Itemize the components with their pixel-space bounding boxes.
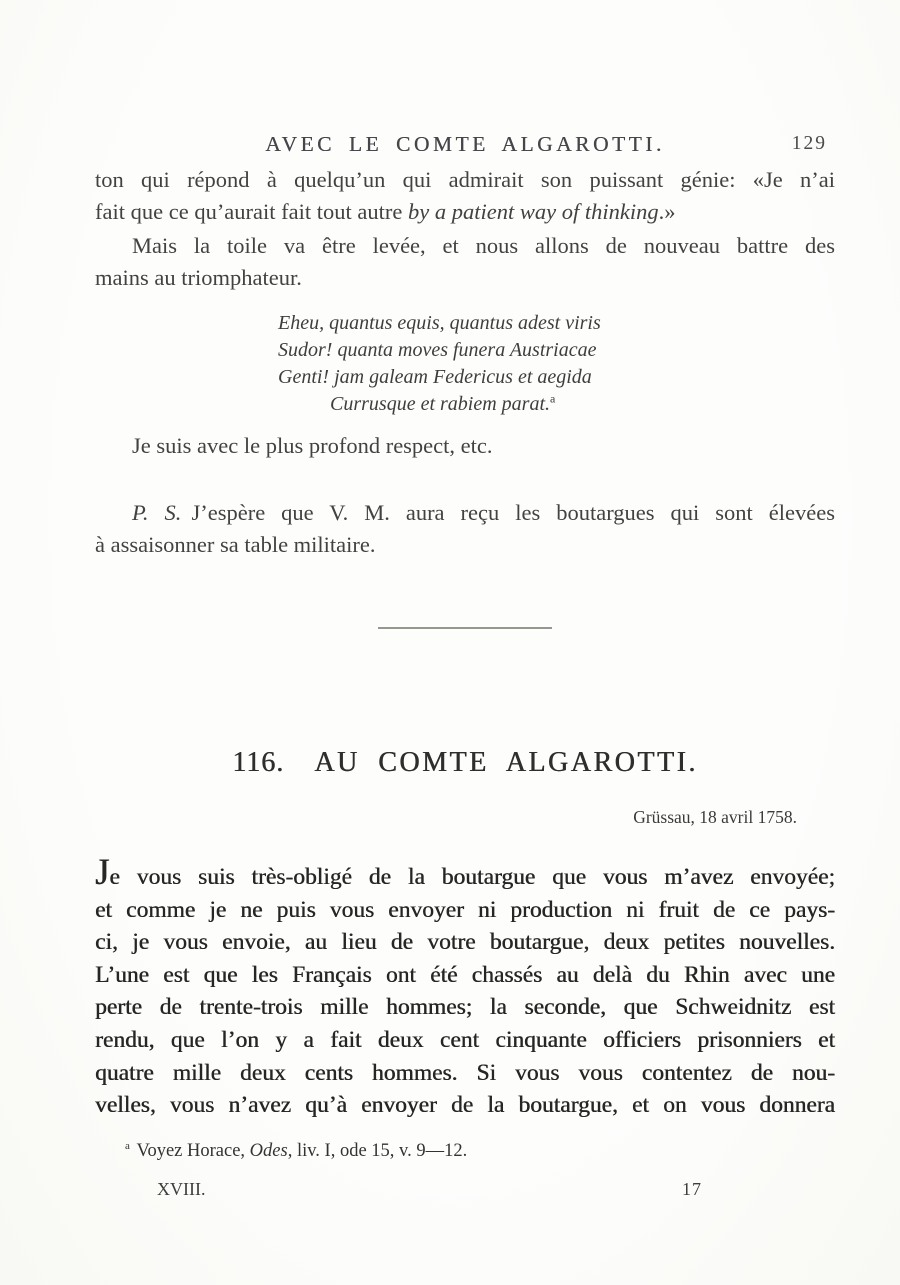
text-line: et comme je ne puis vous envoyer ni production ni fruit de ce pays- bbox=[95, 896, 835, 923]
text-line: velles, vous n’avez qu’à envoyer de la boutargue, et on vous donnera bbox=[95, 1092, 835, 1119]
text-segment: .» bbox=[658, 199, 676, 224]
section-divider bbox=[378, 627, 552, 629]
text-line: perte de trente-trois mille hommes; la seconde, que Schweidnitz est bbox=[95, 994, 835, 1021]
text-line: rendu, que l’on y a fait deux cent cinquante officiers prisonniers et bbox=[95, 1026, 835, 1053]
postscript-label: P. S. bbox=[132, 500, 182, 525]
verse-line: Genti! jam galeam Federicus et aegida bbox=[278, 366, 592, 388]
text-line: mains au triomphateur. bbox=[95, 265, 302, 290]
verse-line bbox=[330, 391, 698, 418]
letter-number: 116. bbox=[232, 747, 285, 778]
footnote-work-title: Odes bbox=[249, 1141, 288, 1161]
signature-number: 17 bbox=[682, 1179, 702, 1199]
page-number: 129 bbox=[791, 133, 827, 154]
text-line: Mais la toile va être levée, et nous allons de nouveau battre des bbox=[132, 233, 835, 258]
text-segment: e vous suis très-obligé de la boutargue que vous m’avez envoyée; bbox=[109, 864, 835, 890]
text-segment: fait que ce qu’aurait fait tout autre bbox=[95, 199, 408, 224]
verse-line: Sudor! quanta moves funera Austriacae bbox=[278, 339, 597, 361]
text-line bbox=[95, 196, 835, 228]
postscript bbox=[95, 497, 835, 561]
paragraph bbox=[95, 230, 835, 294]
text-segment: J’espère que V. M. aura reçu les boutargues qui sont élevées bbox=[191, 500, 835, 525]
volume-number: XVIII. bbox=[157, 1179, 206, 1199]
verse-text: Currusque et rabiem parat. bbox=[330, 393, 550, 415]
italic-phrase: by a patient way of thinking bbox=[407, 199, 659, 224]
footnote bbox=[125, 1139, 725, 1163]
footnote-marker: a bbox=[550, 391, 556, 406]
initial-letter: J bbox=[95, 852, 110, 893]
dateline: Grüssau, 18 avril 1758. bbox=[633, 807, 797, 827]
letter-title: AU COMTE ALGAROTTI. bbox=[314, 747, 698, 778]
running-header bbox=[95, 132, 835, 162]
text-line: ci, je vous envoie, au lieu de votre boutargue, deux petites nouvelles. bbox=[95, 929, 835, 956]
running-header-title: AVEC LE COMTE ALGAROTTI. bbox=[265, 132, 665, 156]
letter-body bbox=[95, 852, 835, 1122]
text-segment: Voyez Horace, bbox=[136, 1141, 250, 1161]
footnote-marker: a bbox=[125, 1139, 130, 1152]
text-line: Je suis avec le plus profond respect, etc. bbox=[132, 433, 493, 458]
text-line: ton qui répond à quelqu’un qui admirait son puissant génie: «Je n’ai bbox=[95, 167, 835, 192]
text-line bbox=[95, 852, 835, 894]
latin-verse bbox=[278, 310, 698, 418]
letter-heading bbox=[95, 745, 835, 781]
verse-line: Eheu, quantus equis, quantus adest viris bbox=[278, 312, 601, 334]
text-segment: , liv. I, ode 15, v. 9—12. bbox=[287, 1141, 468, 1161]
text-line: à assaisonner sa table militaire. bbox=[95, 532, 376, 557]
text-line: quatre mille deux cents hommes. Si vous vous contentez de nou- bbox=[95, 1059, 835, 1086]
paragraph-continuation bbox=[95, 164, 835, 228]
closing-line bbox=[95, 430, 835, 462]
text-line: L’une est que les Français ont été chassés au delà du Rhin avec une bbox=[95, 961, 835, 988]
text-line bbox=[95, 497, 835, 529]
